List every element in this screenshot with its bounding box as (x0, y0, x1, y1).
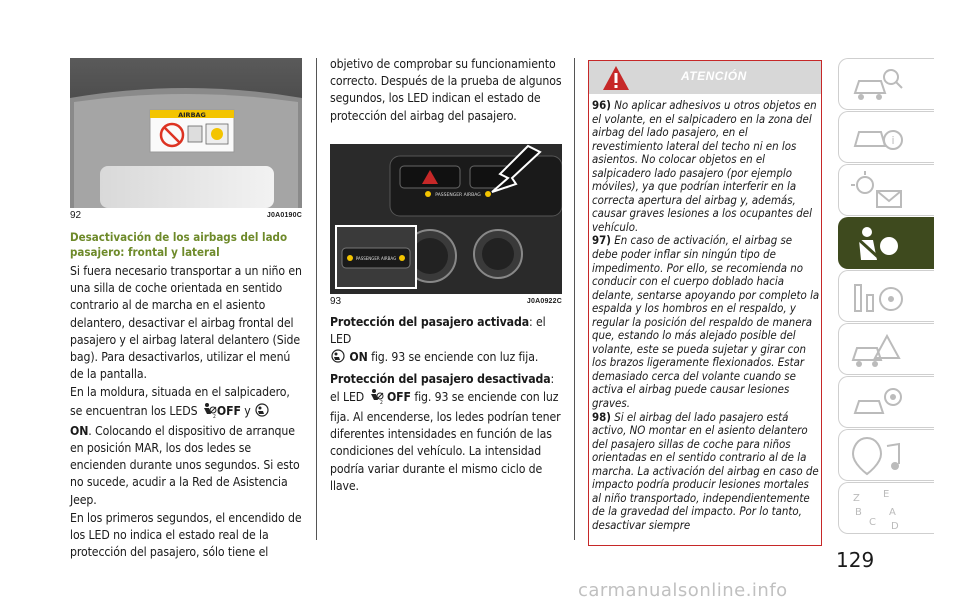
warning-number: 96) (592, 98, 611, 112)
paragraph: Si fuera necesario transportar a un niño en una silla de coche orientada en sentido contrario al de marcha en el asiento delantero, desactivar el airbag frontal del pasajero y el airbag lateral delantero (Side bag). Para desactivarlos, utilizar el menú de la pantalla. (70, 264, 302, 382)
section-heading: Desactivación de los airbags del lado pasajero: frontal y lateral (70, 230, 288, 259)
figure-92-photo (70, 58, 302, 208)
airbag-on-icon (330, 348, 346, 369)
airbag-off-icon (201, 402, 217, 423)
text-span: fig. 93 se enciende con luz fija. (371, 350, 539, 365)
index-letter: A (889, 507, 896, 518)
off-label: OFF (216, 403, 241, 418)
warning-title: ATENCIÓN (681, 69, 747, 83)
paragraph (70, 384, 302, 508)
column-divider (316, 58, 317, 540)
airbag-off-icon (368, 388, 384, 409)
warning-header (589, 61, 821, 94)
figure-number: 93 (330, 296, 342, 307)
on-label: ON (349, 350, 368, 365)
index-letter: B (855, 507, 862, 518)
svg-text:2: 2 (212, 413, 216, 418)
warning-body: Si el airbag del lado pasajero está activo, NO montar en el asiento delantero del pasajero sillas de coche para niños orientadas en el sentido contrario al de la marcha. La activación del airbag en caso de impacto podría producir lesiones mortales al niño transportado, independientemente de la gravedad del impacto. Por lo tanto, desactivar siempre (592, 409, 819, 532)
text-span: : el LED (330, 315, 546, 347)
tab-car-info[interactable] (838, 111, 934, 163)
warning-body: No aplicar adhesivos u otros objetos en el volante, en el salpicadero en la zona del airbag del lado pasajero, en el revestimiento lateral del techo ni en los asientos. No colocar objetos en el salpicadero lado pasajero (por ejemplo móviles), ya que podrían interferir en la correcta apertura del airbag y, además, causar graves lesiones a los ocupantes del vehículo. (592, 98, 817, 234)
index-letter: E (883, 489, 890, 500)
warning-item (592, 234, 820, 410)
paragraph: En los primeros segundos, el encendido de los LED no indica el estado real de la protección del pasajero, sólo tiene el (70, 510, 302, 560)
airbag-on-icon (254, 402, 270, 423)
tab-car-breakdown[interactable] (838, 323, 934, 375)
tab-car-tech[interactable] (838, 376, 934, 428)
fig-label-big: PASSENGER AIRBAG (435, 193, 481, 198)
warning-text (592, 99, 820, 533)
tab-index[interactable] (838, 482, 934, 534)
page-number: 129 (836, 548, 875, 572)
paragraph (330, 371, 562, 495)
figure-92-caption (70, 210, 302, 221)
left-body-text (70, 263, 302, 562)
text-span: En la moldura, situada en el salpicadero, se encuentran los LEDS (70, 385, 290, 418)
tab-airbag-seatbelt[interactable] (838, 217, 934, 269)
paragraph (330, 314, 562, 370)
car-breakdown-icon (847, 328, 907, 372)
figure-93-caption (330, 296, 562, 307)
warning-item (592, 99, 820, 234)
paragraph: objetivo de comprobar su funcionamiento correcto. Después de la prueba de algunos segundos, los LED indican el estado de protección del airbag del pasajero. (330, 57, 562, 123)
sticker-airbag-text: AIRBAG (178, 111, 206, 119)
warning-body: En caso de activación, el airbag se debe poder inflar sin ningún tipo de impedimento. Por ello, se recomienda no conducir con el cuerpo doblado hacia delante, sentarse apoyando por completo la espalda y los hombros en el respaldo, y regular la posición del respaldo de manera que, estando lo más alejado posible del volante, este se pueda sujetar y girar con los brazos ligeramente flexionados. Estar demasiado cerca del volante cuando se activa el airbag puede causar lesiones graves. (592, 233, 820, 411)
tab-lights-message[interactable] (838, 164, 934, 216)
on-label: ON (70, 423, 89, 438)
figure-code: J0A0190C (266, 212, 302, 219)
figure-93-photo (330, 144, 562, 294)
car-info-icon (847, 116, 907, 160)
index-letter: C (869, 517, 876, 528)
middle-body-text (330, 314, 562, 496)
service-tools-icon (847, 275, 907, 319)
multimedia-icon (847, 434, 907, 478)
text-span: . Colocando el dispositivo de arranque en posición MAR, los dos ledes se encienden durante unos segundos. Si esto no sucede, acudir a la Red de Asistencia Jeep. (70, 423, 300, 507)
tab-service-tools[interactable] (838, 270, 934, 322)
figure-number: 92 (70, 210, 82, 221)
figure-code: J0A0922C (526, 298, 562, 305)
fig-label-small: PASSENGER AIRBAG (355, 256, 397, 261)
warning-number: 98) (592, 409, 611, 424)
watermark: carmanualsonline.info (578, 580, 788, 601)
dashboard-illustration (330, 144, 562, 294)
tab-multimedia[interactable] (838, 429, 934, 481)
bold-term: Protección del pasajero activada (330, 315, 530, 329)
warning-item (592, 411, 820, 533)
column-divider (574, 58, 575, 540)
index-letters-icon (847, 487, 907, 531)
index-letter: D (891, 521, 899, 531)
airbag-seatbelt-icon (847, 222, 907, 266)
text-span: y (244, 403, 251, 418)
svg-text:i: i (891, 134, 895, 147)
index-letter: Z (853, 493, 860, 504)
text-span: fig. 93 se enciende con luz fija. Al encenderse, los ledes podrían tener diferentes intensidades en función de las condiciones del vehículo. La intensidad podría variar durante el mismo ciclo de llave. (330, 389, 561, 493)
car-search-icon (847, 63, 907, 107)
warning-number: 97) (592, 233, 611, 248)
text-span: : el LED (330, 371, 555, 404)
warning-triangle-icon (601, 64, 631, 92)
svg-text:2: 2 (379, 399, 383, 404)
bold-term: Protección del pasajero desactivada (330, 371, 551, 386)
tab-car-search[interactable] (838, 58, 934, 110)
lights-message-icon (847, 169, 907, 213)
sun-visor-illustration (70, 58, 302, 208)
off-label: OFF (386, 389, 411, 404)
car-tech-icon (847, 381, 907, 425)
